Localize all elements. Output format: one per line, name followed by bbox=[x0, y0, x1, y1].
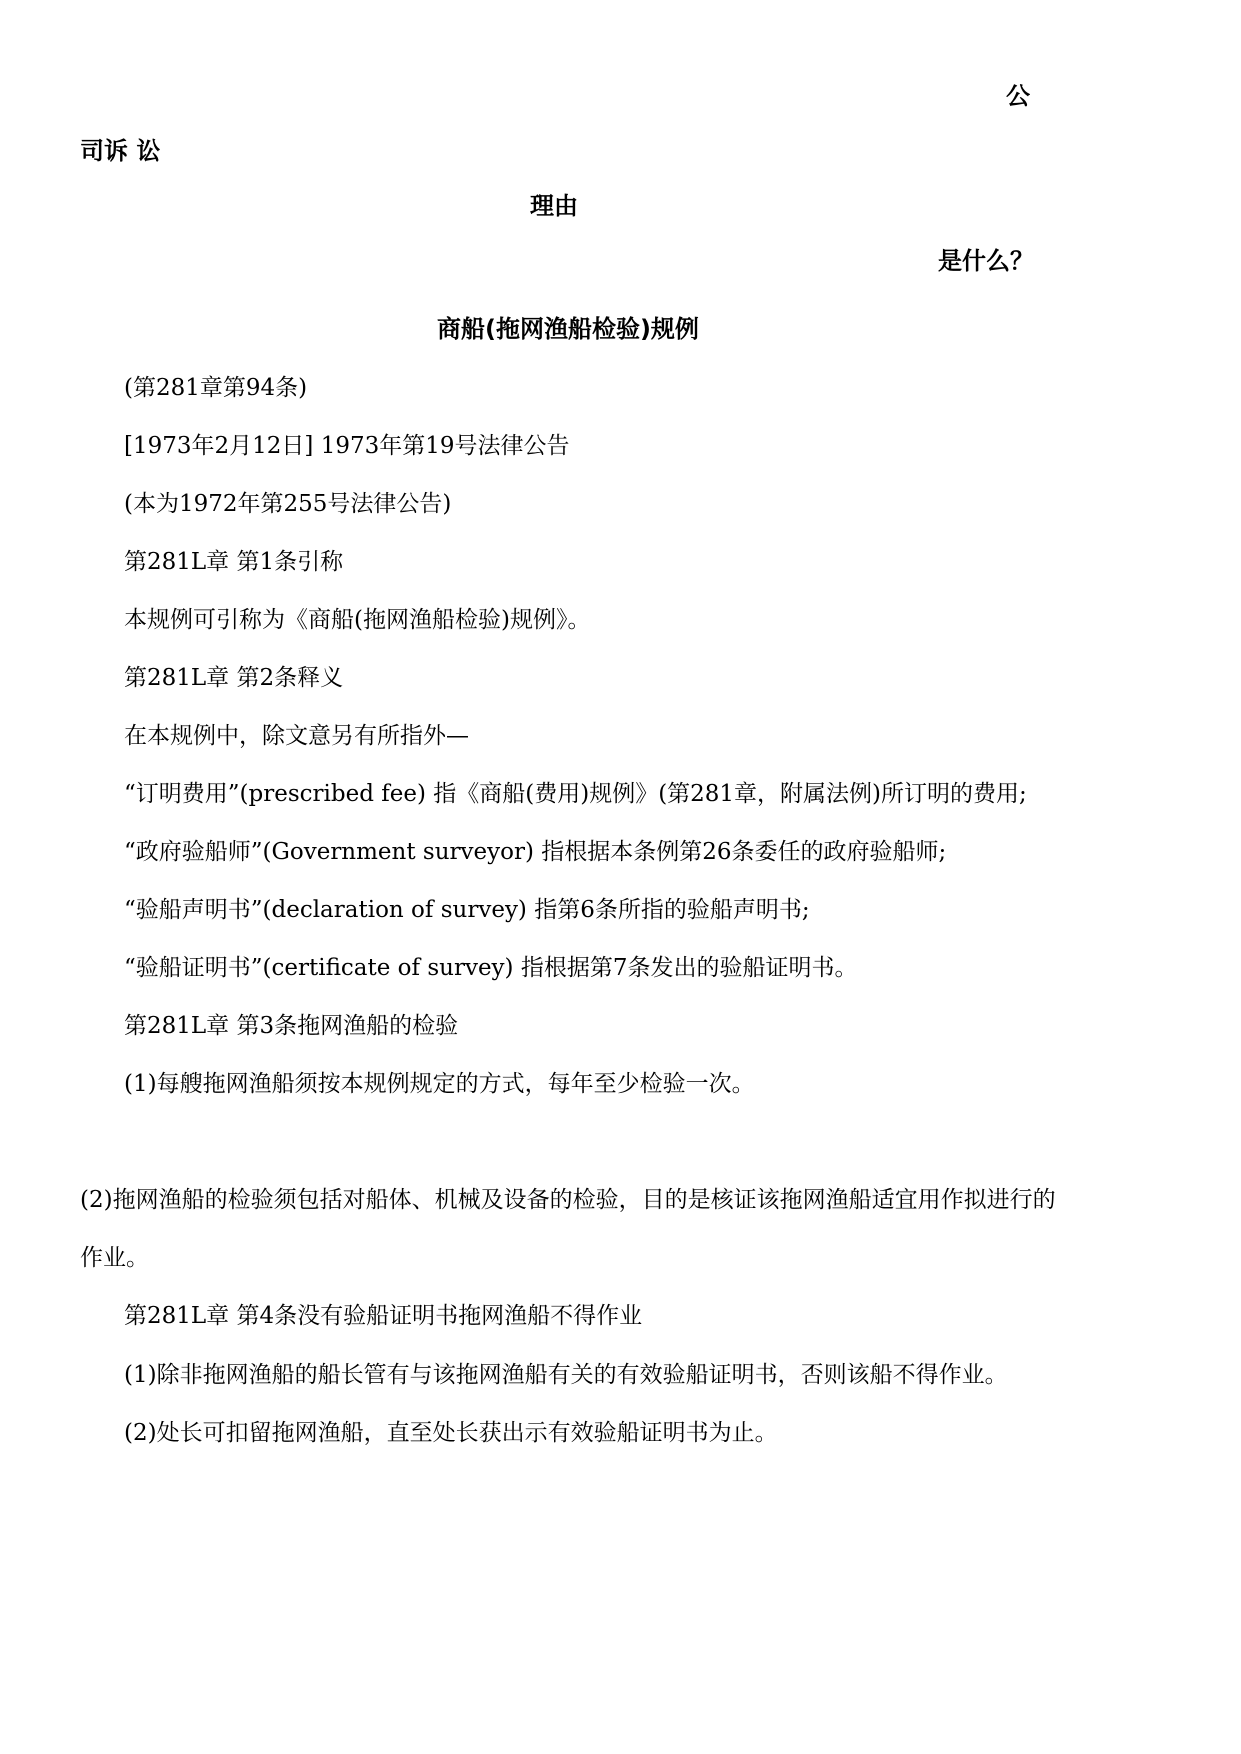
definition-prescribed-fee: “订明费用”(prescribed fee) 指《商船(费用)规例》(第281章，附属法例)所订明的费用; bbox=[124, 781, 1027, 807]
document-title: 商船(拖网渔船检验)规例 bbox=[437, 315, 699, 343]
section-3-subsection-1: (1)每艘拖网渔船须按本规例规定的方式，每年至少检验一次。 bbox=[124, 1071, 755, 1097]
section-2-intro: 在本规例中，除文意另有所指外— bbox=[124, 723, 469, 749]
definition-declaration-of-survey: “验船声明书”(declaration of survey) 指第6条所指的验船声明书; bbox=[124, 897, 810, 923]
chapter-reference: (第281章第94条) bbox=[124, 375, 308, 401]
definition-government-surveyor: “政府验船师”(Government surveyor) 指根据本条例第26条委任的政府验船师; bbox=[124, 839, 947, 865]
header-fragment-gong: 公 bbox=[1006, 82, 1030, 110]
section-1-heading: 第281L章 第1条引称 bbox=[124, 549, 344, 575]
legal-notice-date: [1973年2月12日] 1973年第19号法律公告 bbox=[124, 433, 570, 459]
section-2-heading: 第281L章 第2条释义 bbox=[124, 665, 344, 691]
section-3-subsection-2: (2)拖网渔船的检验须包括对船体、机械及设备的检验，目的是核证该拖网渔船适宜用作拟进行的 bbox=[80, 1187, 1056, 1213]
section-3-heading: 第281L章 第3条拖网渔船的检验 bbox=[124, 1013, 459, 1039]
definition-certificate-of-survey: “验船证明书”(certificate of survey) 指根据第7条发出的验船证明书。 bbox=[124, 955, 858, 981]
section-1-text: 本规例可引称为《商船(拖网渔船检验)规例》。 bbox=[124, 607, 591, 633]
header-fragment-sisong: 司诉 讼 bbox=[80, 137, 161, 165]
legal-notice-original: (本为1972年第255号法律公告) bbox=[124, 491, 452, 517]
section-4-heading: 第281L章 第4条没有验船证明书拖网渔船不得作业 bbox=[124, 1303, 643, 1329]
section-3-subsection-2-continued: 作业。 bbox=[80, 1245, 149, 1271]
section-4-subsection-1: (1)除非拖网渔船的船长管有与该拖网渔船有关的有效验船证明书，否则该船不得作业。 bbox=[124, 1362, 1008, 1388]
header-fragment-shishenme: 是什么？ bbox=[938, 247, 1034, 275]
section-4-subsection-2: (2)处长可扣留拖网渔船，直至处长获出示有效验船证明书为止。 bbox=[124, 1420, 778, 1446]
header-fragment-liyou: 理由 bbox=[530, 192, 578, 220]
